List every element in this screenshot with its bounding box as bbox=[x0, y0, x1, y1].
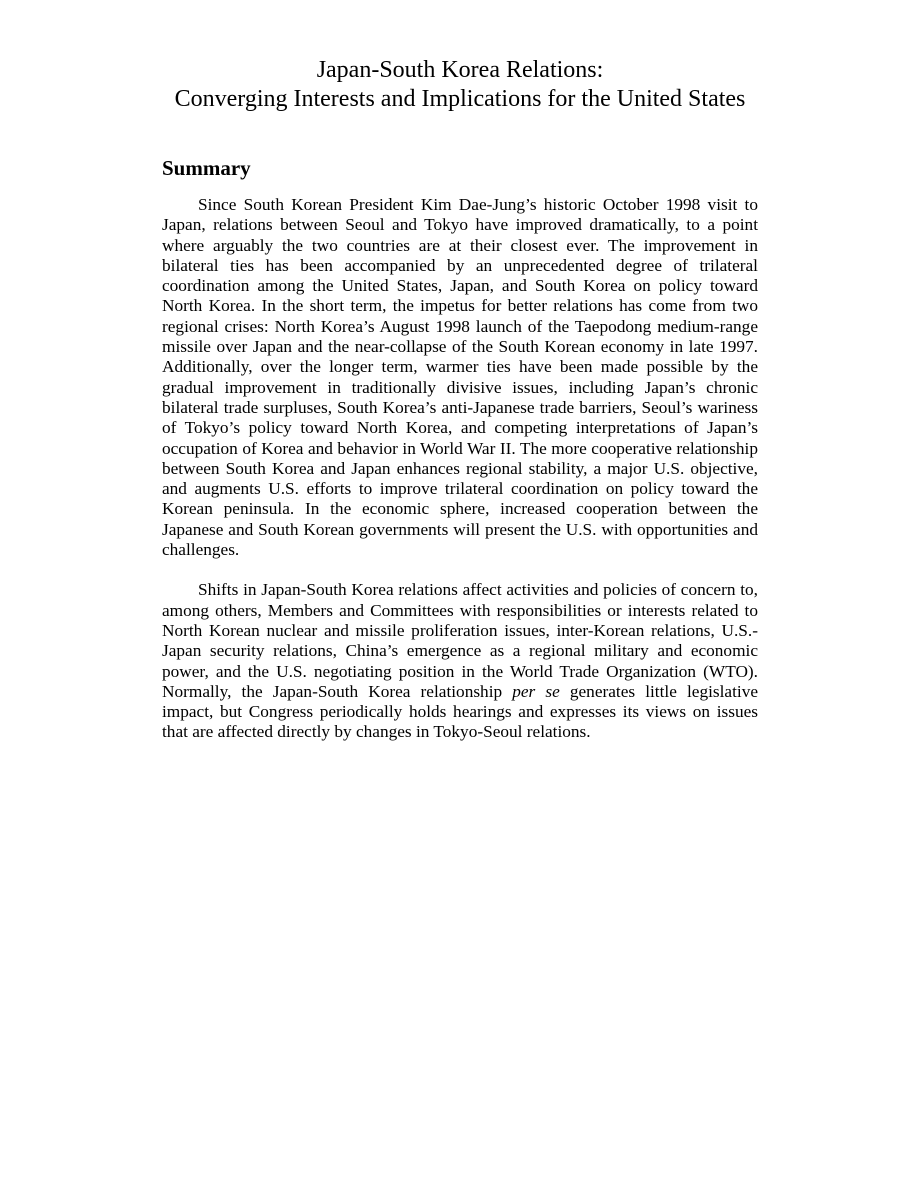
section-heading-summary: Summary bbox=[162, 156, 251, 180]
paragraph-2-text-before: Shifts in Japan-South Korea relations affect activities and policies of concern to, among others, Members and Committees with responsibilities or interests related to North Korean nuclear and missile proliferation issues, inter-Korean relations, U.S.-Japan security relations, China’s emergence as a regional military and economic power, and the U.S. negotiating position in the World Trade Organization (WTO). Normally, the Japan-South Korea relationship bbox=[162, 580, 758, 701]
summary-paragraph-2 bbox=[162, 580, 758, 742]
paragraph-2-text-after: generates little legislative impact, but Congress periodically holds hearings and expresses its views on issues that are affected directly by changes in Tokyo-Seoul relations. bbox=[162, 681, 758, 742]
document-title bbox=[162, 56, 758, 114]
summary-paragraph-1: Since South Korean President Kim Dae-Jung’s historic October 1998 visit to Japan, relations between Seoul and Tokyo have improved dramatically, to a point where arguably the two countries are at their closest ever. The improvement in bilateral ties has been accompanied by an unprecedented degree of trilateral coordination among the United States, Japan, and South Korea on policy toward North Korea. In the short term, the impetus for better relations has come from two regional crises: North Korea’s August 1998 launch of the Taepodong medium-range missile over Japan and the near-collapse of the South Korean economy in late 1997. Additionally, over the longer term, warmer ties have been made possible by the gradual improvement in traditionally divisive issues, including Japan’s chronic bilateral trade surpluses, South Korea’s anti-Japanese trade barriers, Seoul’s wariness of Tokyo’s policy toward North Korea, and competing interpretations of Japan’s occupation of Korea and behavior in World War II. The more cooperative relationship between South Korea and Japan enhances regional stability, a major U.S. objective, and augments U.S. efforts to improve trilateral coordination on policy toward the Korean peninsula. In the economic sphere, increased cooperation between the Japanese and South Korean governments will present the U.S. with opportunities and challenges. bbox=[162, 195, 758, 560]
paragraph-2-italic-phrase: per se bbox=[512, 681, 560, 701]
title-line-2: Converging Interests and Implications for the United States bbox=[174, 86, 746, 112]
title-line-1: Japan-South Korea Relations: bbox=[316, 57, 604, 83]
document-page bbox=[162, 56, 758, 743]
